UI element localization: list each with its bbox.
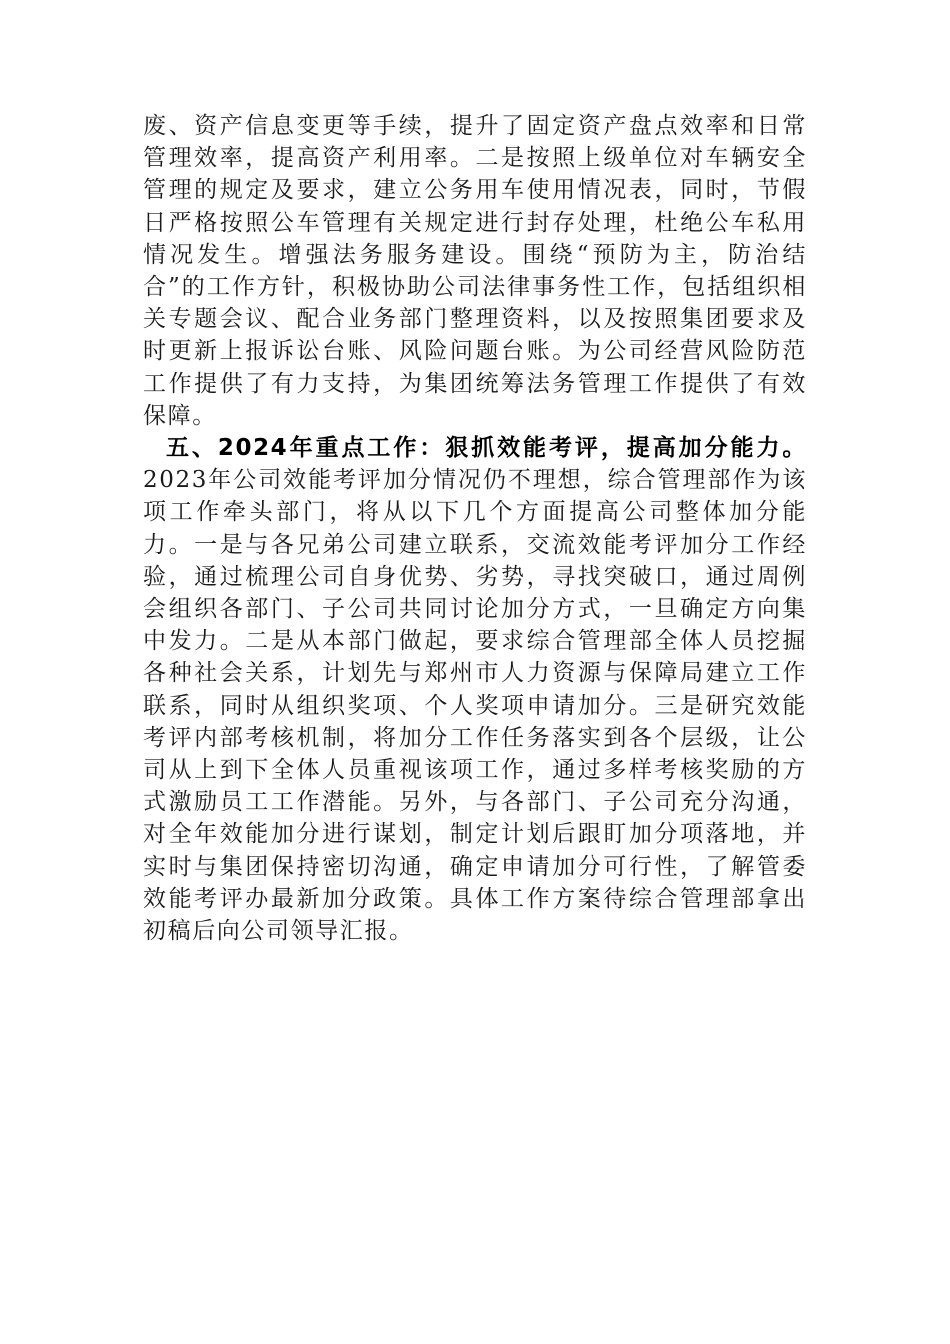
- paragraph-text: 废、资产信息变更等手续，提升了固定资产盘点效率和日常管理效率，提高资产利用率。二是按照上级单位对车辆安全管理的规定及要求，建立公务用车使用情况表，同时，节假日严格按照公车管理有关规定进行封存处理，杜绝公车私用情况发生。增强法务服务建设。围绕“预防为主，防治结合”的工作方针，积极协助公司法律事务性工作，包括组织相关专题会议、配合业务部门整理资料，以及按照集团要求及时更新上报诉讼台账、风险问题台账。为公司经营风险防范工作提供了有力支持，为集团统筹法务管理工作提供了有效保障。: [143, 113, 807, 429]
- paragraph-continuation: [143, 110, 807, 432]
- section-5-paragraph: [143, 432, 807, 947]
- section-5-heading: 五、2024年重点工作：狠抓效能考评，提高加分能力。: [166, 435, 807, 462]
- document-body: [143, 110, 807, 947]
- section-5-body: 2023年公司效能考评加分情况仍不理想，综合管理部作为该项工作牵头部门，将从以下几个方面提高公司整体加分能力。一是与各兄弟公司建立联系，交流效能考评加分工作经验，通过梳理公司自身优势、劣势，寻找突破口，通过周例会组织各部门、子公司共同讨论加分方式，一旦确定方向集中发力。二是从本部门做起，要求综合管理部全体人员挖掘各种社会关系，计划先与郑州市人力资源与保障局建立工作联系，同时从组织奖项、个人奖项申请加分。三是研究效能考评内部考核机制，将加分工作任务落实到各个层级，让公司从上到下全体人员重视该项工作，通过多样考核奖励的方式激励员工工作潜能。另外，与各部门、子公司充分沟通，对全年效能加分进行谋划，制定计划后跟盯加分项落地，并实时与集团保持密切沟通，确定申请加分可行性，了解管委效能考评办最新加分政策。具体工作方案待综合管理部拿出初稿后向公司领导汇报。: [143, 467, 807, 945]
